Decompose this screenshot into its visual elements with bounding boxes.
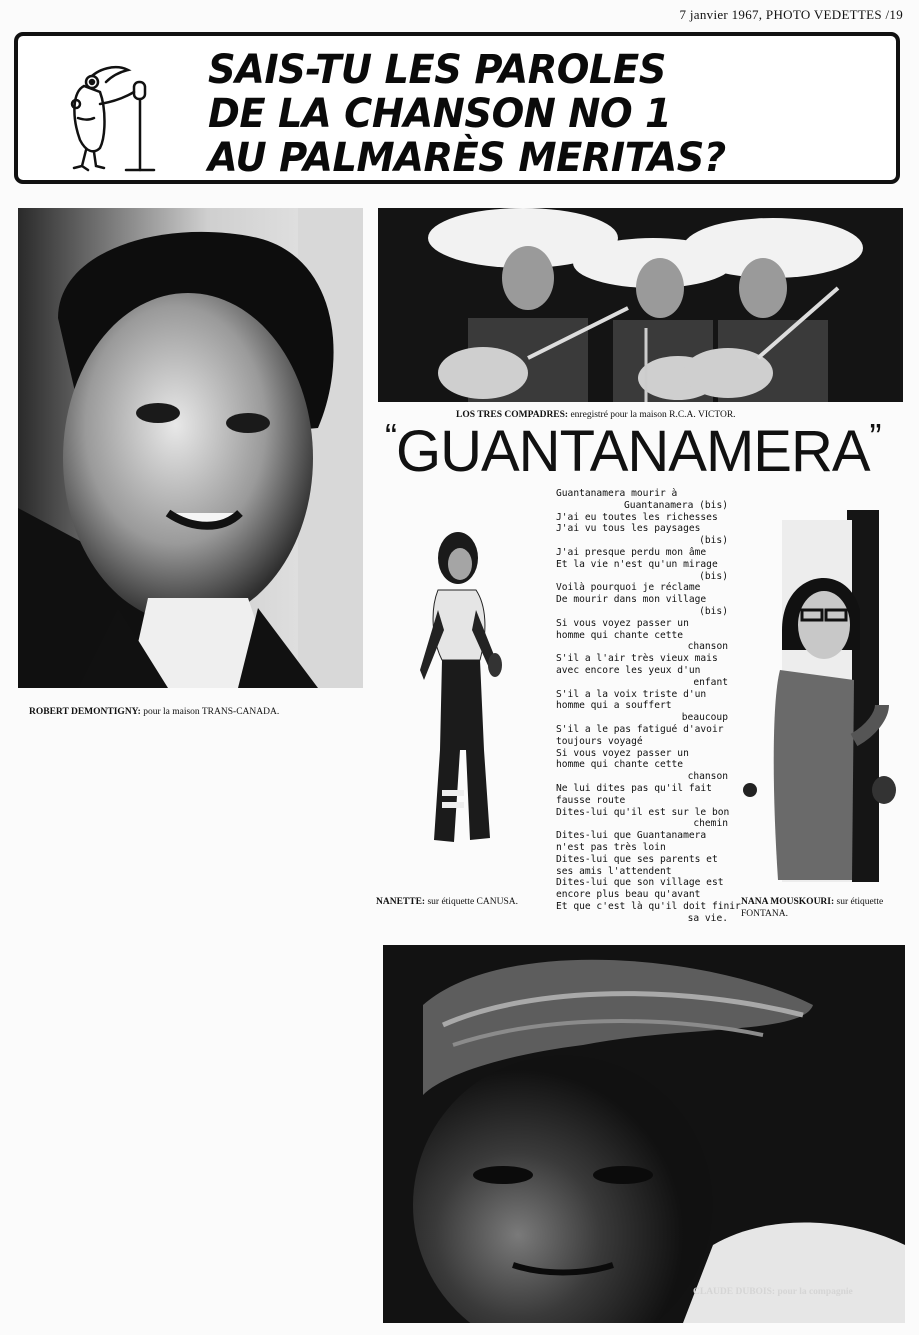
lyric-line: J'ai eu toutes les richesses — [556, 511, 718, 523]
headline-line-2: DE LA CHANSON NO 1 — [208, 91, 672, 137]
lyric-line: (bis) — [699, 605, 728, 617]
photo-nanette — [410, 520, 520, 870]
lyric-line: homme qui a souffert — [556, 700, 672, 712]
lyric-line: De mourir dans mon village — [556, 594, 707, 606]
lyric-line: fausse route — [556, 794, 626, 806]
song-title-text: GUANTANAMERA — [396, 419, 870, 484]
headline — [208, 48, 861, 180]
lyric-line: chemin — [693, 818, 728, 830]
page-header: 7 janvier 1967, PHOTO VEDETTES /19 — [679, 7, 903, 22]
lyric-line: Si vous voyez passer un — [556, 747, 689, 759]
lyric-line: Ne lui dites pas qu'il fait — [556, 782, 712, 794]
lyric-line: Dites-lui que Guantanamera — [556, 830, 707, 842]
caption-mouskouri-label: sur étiquette FONTANA. — [741, 897, 884, 919]
lyric-line: Dites-lui que son village est — [556, 877, 724, 889]
lyric-line: enfant — [693, 676, 728, 688]
song-title — [385, 418, 905, 498]
lyric-line: Si vous voyez passer un — [556, 617, 689, 629]
lyric-line: encore plus beau qu'avant — [556, 889, 701, 901]
caption-demontigny-name: ROBERT DEMONTIGNY: — [29, 707, 141, 717]
headline-banner — [14, 32, 900, 184]
caption-mouskouri — [741, 896, 911, 920]
lyric-line: (bis) — [699, 570, 728, 582]
lyric-line: homme qui chante cette — [556, 629, 684, 641]
lyric-line: (bis) — [699, 535, 728, 547]
lyric-line: Guantanamera mourir à — [556, 488, 678, 499]
lyric-line: n'est pas très loin — [556, 841, 666, 853]
caption-claude-overlay: CLAUDE DUBOIS: pour la compagnie — [693, 1287, 853, 1297]
lyric-line: Dites-lui qu'il est sur le bon — [556, 806, 730, 818]
lyric-line: toujours voyagé — [556, 735, 643, 747]
open-quote: “ — [385, 416, 396, 457]
headline-line-3: AU PALMARÈS MERITAS? — [208, 135, 726, 181]
headline-line-1: SAIS-TU LES PAROLES — [208, 47, 666, 93]
lyric-line: Et la vie n'est qu'un mirage — [556, 558, 718, 570]
lyric-line: ses amis l'attendent — [556, 865, 672, 877]
caption-nanette-label: sur étiquette CANUSA. — [427, 897, 518, 907]
caption-demontigny-label: pour la maison TRANS-CANADA. — [143, 707, 280, 717]
lyric-line: Dites-lui que ses parents et — [556, 853, 718, 865]
caption-compadres-label: enregistré pour la maison R.C.A. VICTOR. — [570, 410, 736, 420]
lyric-line: chanson — [687, 771, 728, 783]
photo-los-tres-compadres — [378, 208, 903, 402]
lyric-line: sa vie. — [687, 912, 728, 924]
lyric-line: S'il a la voix triste d'un — [556, 688, 707, 700]
lyric-line: avec encore les yeux d'un — [556, 664, 701, 676]
close-quote: ” — [869, 416, 881, 457]
lyric-line: J'ai vu tous les paysages — [556, 523, 701, 535]
photo-bottom-portrait — [383, 945, 905, 1323]
lyric-line: S'il a le pas fatigué d'avoir — [556, 723, 724, 735]
caption-mouskouri-name: NANA MOUSKOURI: — [741, 897, 835, 907]
lyric-line: J'ai presque perdu mon âme — [556, 546, 707, 558]
photo-robert-demontigny — [18, 208, 363, 688]
lyric-line: Et que c'est là qu'il doit finir — [556, 900, 741, 912]
bird-mascot-icon — [54, 58, 164, 176]
caption-nanette — [376, 896, 548, 908]
lyric-line: chanson — [687, 641, 728, 653]
song-lyrics — [556, 488, 741, 924]
caption-demontigny — [29, 706, 359, 718]
lyric-line: homme qui chante cette — [556, 759, 684, 771]
photo-nana-mouskouri — [742, 510, 902, 882]
caption-nanette-name: NANETTE: — [376, 897, 426, 907]
lyric-line: S'il a l'air très vieux mais — [556, 653, 718, 665]
caption-compadres-name: LOS TRES COMPADRES: — [456, 410, 569, 420]
lyric-line: beaucoup — [681, 712, 728, 724]
lyric-line: Voilà pourquoi je réclame — [556, 582, 701, 594]
lyric-line: Guantanamera (bis) — [624, 499, 728, 511]
